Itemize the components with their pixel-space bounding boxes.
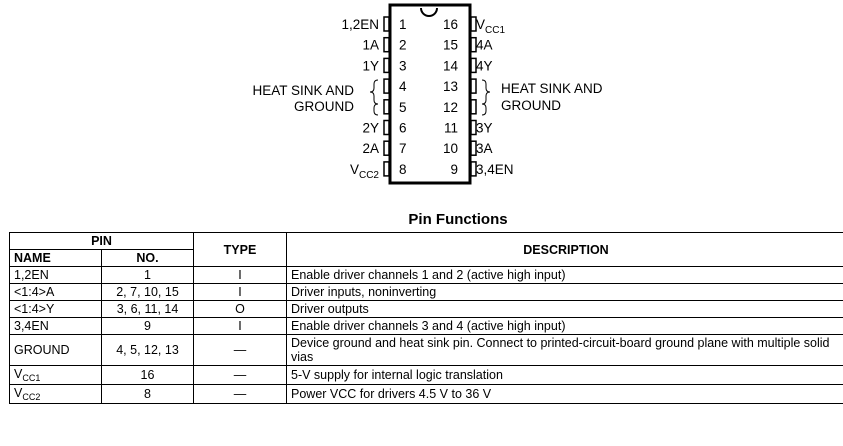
pin-type-cell: —: [194, 335, 287, 366]
section-title: Pin Functions: [408, 211, 508, 228]
number-header: NO.: [102, 250, 194, 267]
pinout-diagram: [0, 0, 843, 190]
pin-13-number: 13: [442, 79, 458, 95]
heat-sink-right-line2: GROUND: [501, 98, 561, 113]
name-header: NAME: [10, 250, 102, 267]
pin-9-label: 3,4EN: [476, 161, 514, 177]
pin-type-cell: I: [194, 267, 287, 284]
header-row-1: [10, 233, 843, 250]
pin-10-label: 3A: [476, 141, 493, 157]
pin-number-cell: 9: [102, 318, 194, 335]
pin-name-cell: <1:4>A: [10, 284, 102, 301]
pin-type-cell: —: [194, 385, 287, 404]
pin-4-number: 4: [399, 79, 407, 95]
pin-14-number: 14: [442, 58, 458, 74]
pin-description-cell: Enable driver channels 1 and 2 (active high input): [287, 267, 843, 284]
pin-rows: [10, 267, 843, 404]
pin-type-cell: I: [194, 284, 287, 301]
pin-name-cell: <1:4>Y: [10, 301, 102, 318]
table-row: [10, 318, 843, 335]
pin-15-number: 15: [442, 37, 458, 53]
pin1-notch: [421, 8, 437, 16]
heat-sink-brace-right: [482, 80, 490, 115]
table-row: [10, 335, 843, 366]
table-row: [10, 301, 843, 318]
pin-6-label: 2Y: [362, 120, 379, 136]
pin-description-cell: 5-V supply for internal logic translation: [287, 366, 843, 385]
pin-12-lead: [471, 100, 476, 114]
pin-1-label: 1,2EN: [341, 17, 379, 32]
pin-2-lead: [384, 38, 389, 52]
pin-name-cell: $V_{CC1}$: [10, 366, 102, 385]
pin-description-cell: Enable driver channels 3 and 4 (active high input): [287, 318, 843, 335]
pin-11-number: 11: [443, 120, 458, 136]
pin-15-label: 4A: [476, 37, 493, 53]
pin-1-lead: [384, 17, 389, 31]
pin-number-cell: 2, 7, 10, 15: [102, 284, 194, 301]
heat-sink-right-line1: HEAT SINK AND: [501, 81, 603, 96]
heat-sink-left-line1: HEAT SINK AND: [252, 83, 354, 98]
pin-6-number: 6: [399, 120, 407, 136]
table-row: [10, 366, 843, 385]
pin-name-cell: $V_{CC2}$: [10, 385, 102, 404]
table-row: [10, 284, 843, 301]
heat-sink-left-line2: GROUND: [294, 99, 354, 114]
pin-number-cell: 1: [102, 267, 194, 284]
pin-name-subscript: CC2: [22, 392, 41, 402]
pin-7-lead: [384, 141, 389, 155]
type-header: TYPE: [194, 233, 287, 267]
pin-10-number: 10: [442, 141, 458, 157]
pin-description-cell: Power VCC for drivers 4.5 V to 36 V: [287, 385, 843, 404]
pin-type-cell: O: [194, 301, 287, 318]
pin-3-lead: [384, 58, 389, 72]
pin-2-label: 1A: [362, 37, 379, 53]
pin-8-lead: [384, 162, 389, 176]
pin-3-label: 1Y: [362, 58, 379, 74]
table-row: [10, 385, 843, 404]
pin-3-number: 3: [399, 58, 407, 74]
pin-name-subscript: CC1: [22, 373, 41, 383]
pin-type-cell: I: [194, 318, 287, 335]
pin-7-label: 2A: [362, 141, 379, 157]
pin-description-cell: Driver outputs: [287, 301, 843, 318]
pin-type-cell: —: [194, 366, 287, 385]
pin-14-label: 4Y: [476, 58, 493, 74]
pin-16-label: $V_{CC1}$: [476, 17, 506, 36]
pin-4-lead: [384, 79, 389, 93]
pin-header: PIN: [10, 233, 194, 250]
pin-5-number: 5: [399, 99, 407, 115]
pin-12-number: 12: [442, 99, 458, 115]
table-row: [10, 267, 843, 284]
pin-13-lead: [471, 79, 476, 93]
pin-5-lead: [384, 100, 389, 114]
pin-number-cell: 4, 5, 12, 13: [102, 335, 194, 366]
pin-number-cell: 16: [102, 366, 194, 385]
pin-number-cell: 3, 6, 11, 14: [102, 301, 194, 318]
pin-7-number: 7: [399, 141, 407, 157]
pin-number-cell: 8: [102, 385, 194, 404]
pin-functions-table: [9, 232, 843, 404]
pin-2-number: 2: [399, 37, 407, 53]
pin-6-lead: [384, 121, 389, 135]
pin-name-cell: GROUND: [10, 335, 102, 366]
pin-8-label: $V_{CC2}$: [349, 161, 379, 181]
pin-9-number: 9: [450, 161, 458, 177]
description-header: DESCRIPTION: [287, 233, 843, 267]
pin-description-cell: Device ground and heat sink pin. Connect to printed-circuit-board ground plane with multiple solid vias: [287, 335, 843, 366]
pin-11-label: 3Y: [476, 120, 493, 136]
pin-description-cell: Driver inputs, noninverting: [287, 284, 843, 301]
pin-8-number: 8: [399, 161, 407, 177]
pin-16-number: 16: [442, 17, 458, 32]
pin-name-cell: 3,4EN: [10, 318, 102, 335]
pin-1-number: 1: [399, 17, 407, 32]
heat-sink-brace-left: [370, 80, 378, 115]
pin-name-cell: 1,2EN: [10, 267, 102, 284]
